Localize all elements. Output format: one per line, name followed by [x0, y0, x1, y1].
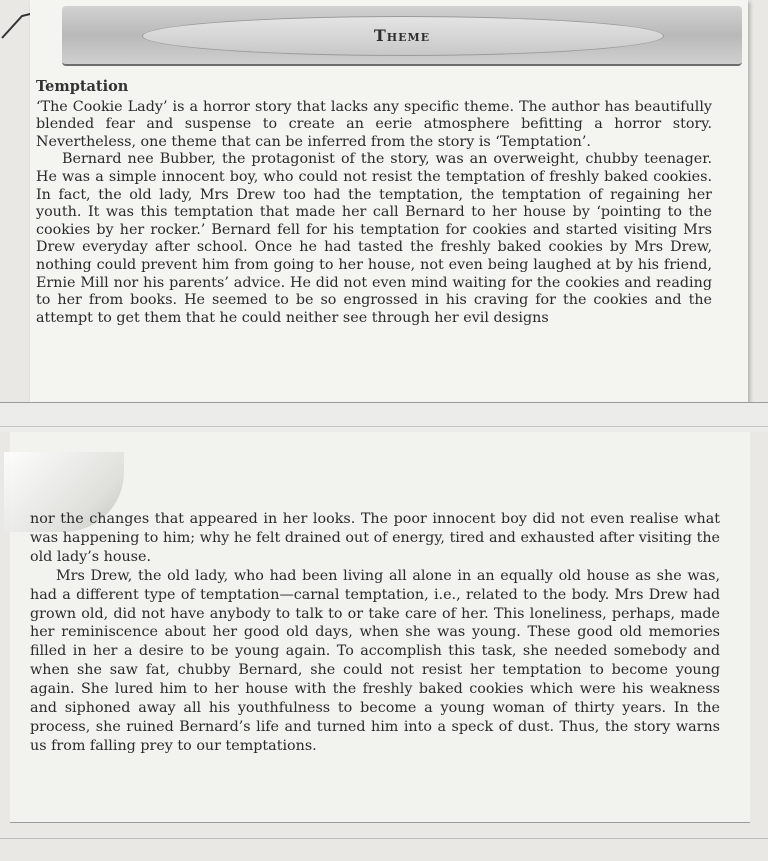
paragraph-bernard: Bernard nee Bubber, the protagonist of the story, was an overweight, chubby teenager. He was a simple innocent boy, who could not resist the temptation of freshly baked cookies. In fact, the old lady, Mrs Drew too had the temptation, the temptation of regaining her youth. It was this temptation that made her call Bernard to her house by ‘pointing to the cookies by her rocker.’ Bernard fell for his temptation for cookies and started visiting Mrs Drew everyday after school. Once he had tasted the freshly baked cookies by Mrs Drew, nothing could prevent him from going to her house, not even being laughed at by his friend, Ernie Mill nor his parents’ advice. He did not even mind waiting for the cookies and reading to her from books. He seemed to be so engrossed in his craving for the cookies and the attempt to get them that he could neither see through her evil designs	[36, 151, 712, 326]
paragraph-continuation: nor the changes that appeared in her looks. The poor innocent boy did not even realise what was happening to him; why he felt drained out of energy, tired and exhausted after visiting the old lady’s house.	[30, 511, 720, 565]
divider-line	[0, 402, 768, 403]
lower-text-block	[30, 510, 720, 756]
divider-line	[0, 426, 768, 427]
upper-text-block	[36, 78, 712, 327]
paragraph-mrs-drew: Mrs Drew, the old lady, who had been living all alone in an equally old house as she was, had a different type of temptation—carnal temptation, i.e., related to the body. Mrs Drew had grown old, did not have anybody to talk to or take care of her. This loneliness, perhaps, made her reminiscence about her good old days, when she was young. These good old memories filled in her a desire to be young again. To accomplish this task, she needed somebody and when she saw fat, chubby Bernard, she could not resist her temptation to become young again. She lured him to her house with the freshly baked cookies which were his weakness and siphoned away all his youthfulness to become a young woman of thirty years. In the process, she ruined Bernard’s life and turned him into a speck of dust. Thus, the story warns us from falling prey to our temptations.	[30, 567, 720, 754]
bottom-rule	[10, 822, 750, 823]
theme-banner	[62, 6, 742, 66]
banner-title: Theme	[373, 25, 431, 45]
section-heading: Temptation	[36, 78, 129, 95]
page-gap	[0, 402, 768, 432]
paragraph-intro: ‘The Cookie Lady’ is a horror story that lacks any specific theme. The author has beautifully blended fear and suspense to create an eerie atmosphere befitting a horror story. Nevertheless, one theme that can be inferred from the story is ‘Temptation’.	[36, 98, 712, 150]
bottom-rule	[0, 838, 768, 839]
